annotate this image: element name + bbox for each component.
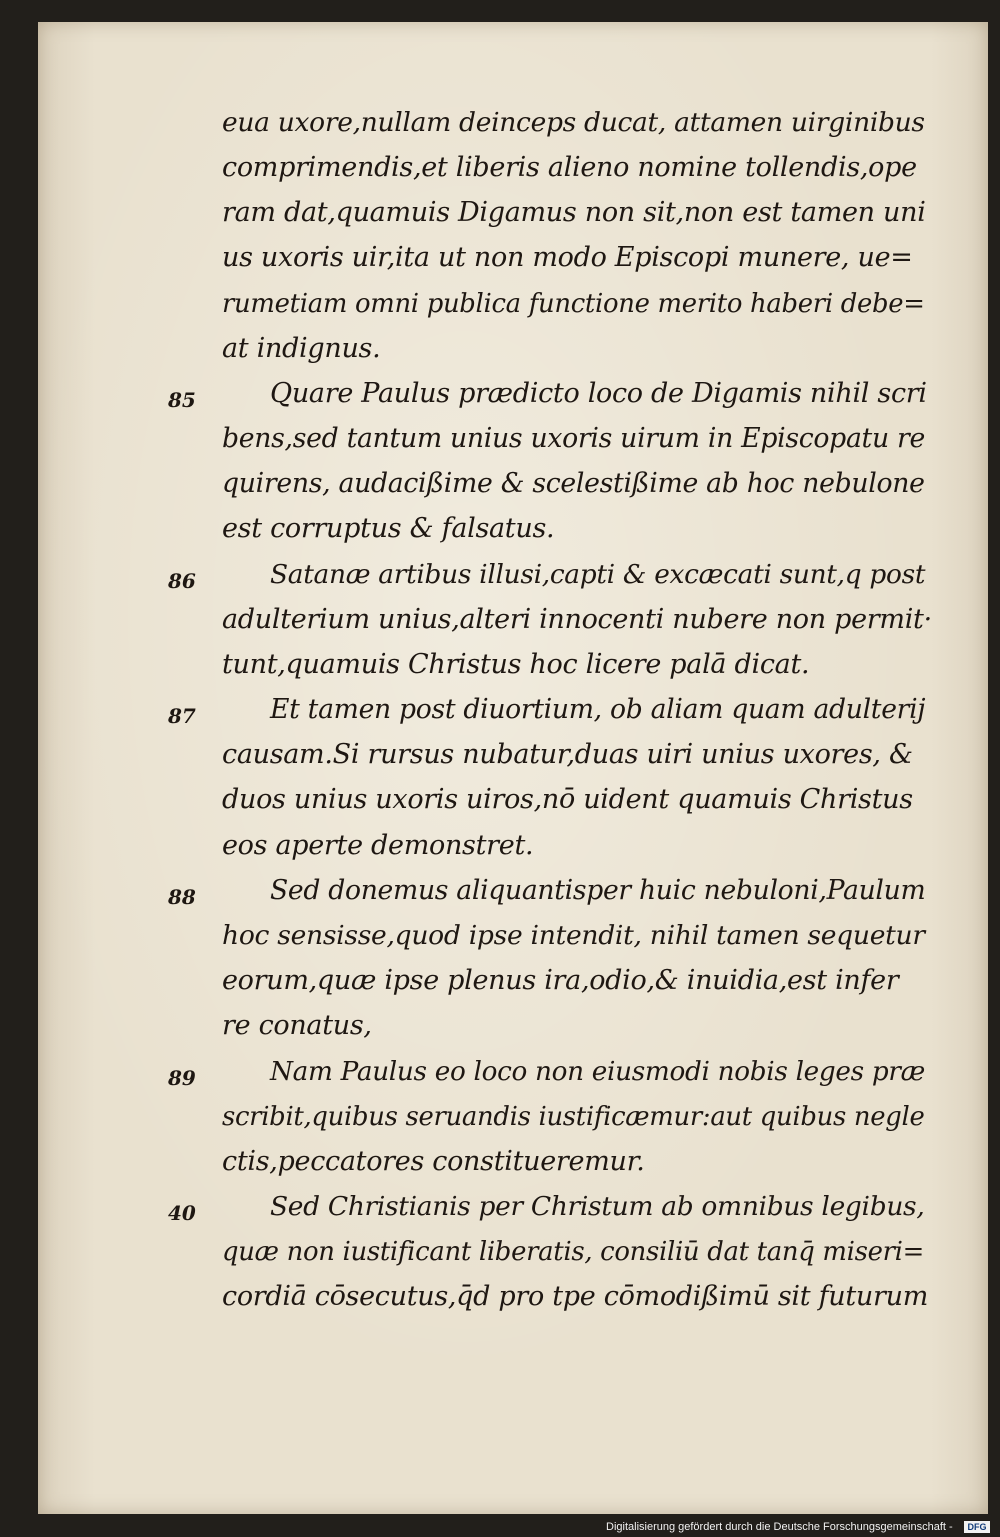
text-line: ctis,peccatores constitueremur. [222,1146,645,1177]
text-line: hoc sensisse,quod ipse intendit, nihil tamen sequetur [222,920,925,951]
text-line: cordiā cōsecutus,q̄d pro tpe cōmodißimū sit futurum [222,1281,928,1312]
margin-number: 85 [168,388,196,412]
text-line: us uxoris uir,ita ut non modo Episcopi munere, ue= [222,242,913,273]
text-line: ram dat,quamuis Digamus non sit,non est tamen uni [222,197,926,228]
text-line: tunt,quamuis Christus hoc licere palā dicat. [222,649,810,680]
digitization-credit: Digitalisierung gefördert durch die Deutsche Forschungsgemeinschaft - [606,1521,953,1533]
margin-number: 89 [168,1066,196,1090]
text-line: Satanæ artibus illusi,capti & excæcati sunt,q post [270,559,926,590]
text-line: Quare Paulus prædicto loco de Digamis nihil scri [270,378,927,409]
margin-number: 86 [168,569,196,593]
text-line: bens,sed tantum unius uxoris uirum in Episcopatu re [222,423,925,454]
text-line: Nam Paulus eo loco non eiusmodi nobis leges præ [270,1057,925,1087]
text-line: eua uxore,nullam deinceps ducat, attamen uirginibus [222,107,925,138]
text-line: eorum,quæ ipse plenus ira,odio,& inuidia,est infer [222,965,899,996]
text-line: est corruptus & falsatus. [222,513,555,544]
text-line: causam.Si rursus nubatur,duas uiri unius uxores, & [222,739,913,770]
text-line: scribit,quibus seruandis iustificæmur:aut quibus negle [222,1102,925,1132]
text-line: Sed Christianis per Christum ab omnibus legibus, [270,1191,925,1222]
margin-number: 40 [168,1201,196,1225]
text-line: rumetiam omni publica functione merito haberi debe= [222,289,925,319]
text-line: quirens, audacißime & scelestißime ab hoc nebulone [222,468,925,499]
text-line: Sed donemus aliquantisper huic nebuloni,Paulum [270,875,926,906]
text-line: adulterium unius,alteri innocenti nubere non permit· [222,604,932,635]
margin-number: 88 [168,885,196,909]
text-line: eos aperte demonstret. [222,830,534,861]
margin-number: 87 [168,704,196,728]
text-line: re conatus, [222,1010,372,1041]
text-line: comprimendis,et liberis alieno nomine tollendis,ope [222,152,917,183]
text-line: quæ non iustificant liberatis, consiliū dat tanq̄ miseri= [222,1237,925,1267]
text-line: Et tamen post diuortium, ob aliam quam adulterij [270,694,926,725]
text-line: at indignus. [222,333,381,364]
text-line: duos unius uxoris uiros,nō uident quamuis Christus [222,784,913,815]
dfg-logo: DFG [964,1521,990,1533]
